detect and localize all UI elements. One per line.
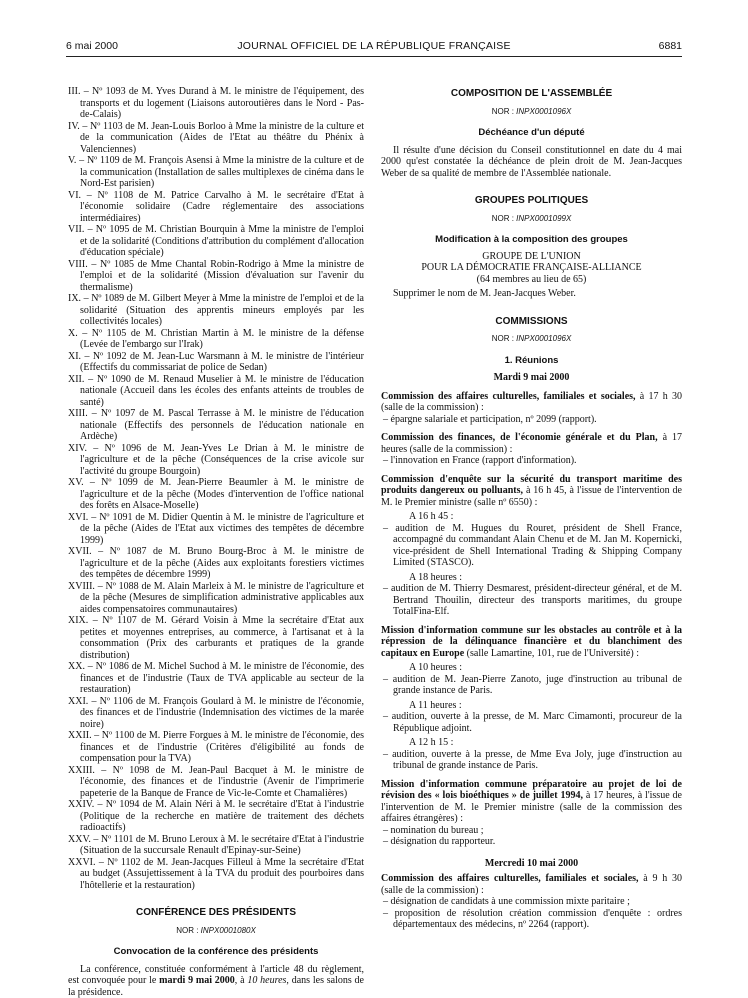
question-item: XX. – Nº 1086 de M. Michel Suchod à M. le ministre de l'économie, des finances et de l'industrie (Taux de TVA applicable au secteur de la restauration): [68, 661, 364, 696]
question-item: VII. – Nº 1095 de M. Christian Bourquin à Mme la ministre de l'emploi et de la solidarité (Conditions d'attribution du complément d'allocation d'éducation spéciale): [68, 224, 364, 259]
header-rule: [66, 56, 682, 57]
groupe-line3: (64 membres au lieu de 65): [381, 274, 682, 286]
question-item: XIV. – Nº 1096 de M. Jean-Yves Le Drian à M. le ministre de l'agriculture et de la pêche (Conséquences de la crise avicole sur l'activité du groupe Bourgoin): [68, 443, 364, 478]
commission-entry: Commission des affaires culturelles, familiales et sociales, à 9 h 30 (salle de la commission) :: [381, 873, 682, 896]
session-time: A 12 h 15 :: [381, 737, 682, 749]
agenda-item: – désignation du rapporteur.: [381, 836, 682, 848]
question-item: XI. – Nº 1092 de M. Jean-Luc Warsmann à M. le ministre de l'intérieur (Effectifs du commissariat de police de Sedan): [68, 351, 364, 374]
header-date: 6 mai 2000: [66, 40, 118, 52]
agenda-item: – désignation de candidats à une commission mixte paritaire ;: [381, 896, 682, 908]
composition-subtitle: Déchéance d'un député: [381, 127, 682, 139]
question-item: IX. – Nº 1089 de M. Gilbert Meyer à Mme la ministre de l'emploi et de la solidarité (Situation des apprentis mineurs employés par les collectivités locales): [68, 293, 364, 328]
session-time: A 16 h 45 :: [381, 511, 682, 523]
question-item: XV. – Nº 1099 de M. Jean-Pierre Beaumler à M. le ministre de l'agriculture et de la pêche (Modes d'intervention de l'office national des forêts en Alsace-Moselle): [68, 477, 364, 512]
question-item: IV. – Nº 1103 de M. Jean-Louis Borloo à Mme la ministre de la culture et de la communication (Aides de l'Etat au théâtre du Phénix à Valenciennes): [68, 121, 364, 156]
question-item: XVIII. – Nº 1088 de M. Alain Marleix à M. le ministre de l'agriculture et de la pêche (Mesures de simplification administrative applicables aux aides compensatoires communautaires): [68, 581, 364, 616]
agenda-item: – audition de M. Jean-Pierre Zanoto, juge d'instruction au tribunal de grande instance de Paris.: [381, 674, 682, 697]
question-item: XXIV. – Nº 1094 de M. Alain Néri à M. le secrétaire d'Etat à l'industrie (Politique de la recherche en matière de traitement des déchets radioactifs): [68, 799, 364, 834]
question-item: XXI. – Nº 1106 de M. François Goulard à M. le ministre de l'économie, des finances et de l'industrie (Indemnisation des victimes de la marée noire): [68, 696, 364, 731]
question-item: XIX. – Nº 1107 de M. Gérard Voisin à Mme la secrétaire d'Etat aux petites et moyennes entreprises, au commerce, à l'artisanat et à la consommation (Prix des carburants et pratiques de la grande distribution): [68, 615, 364, 661]
question-item: X. – Nº 1105 de M. Christian Martin à M. le ministre de la défense (Levée de l'embargo sur l'Irak): [68, 328, 364, 351]
commission-entry: Mission d'information commune préparatoire au projet de loi de révision des « lois bioéthiques » de juillet 1994, à 17 heures, à l'issue de l'intervention de M. le Premier ministre (salle de la commission des affaires étrangères) :: [381, 779, 682, 825]
commission-entry: Mission d'information commune sur les obstacles au contrôle et à la répression de la délinquance financière et du blanchiment des capitaux en Europe (salle Lamartine, 101, rue de l'Université) :: [381, 625, 682, 660]
groupes-text: Supprimer le nom de M. Jean-Jacques Weber.: [381, 288, 682, 300]
question-item: XVI. – Nº 1091 de M. Didier Quentin à M. le ministre de l'agriculture et de la pêche (Aides de l'Etat aux victimes des tempêtes de décembre 1999): [68, 512, 364, 547]
day-heading: Mercredi 10 mai 2000: [381, 858, 682, 870]
left-column: [68, 86, 364, 998]
session-time: A 18 heures :: [381, 572, 682, 584]
conference-nor: NOR : INPX0001080X: [68, 925, 364, 937]
groupe-line1: GROUPE DE L'UNION: [381, 251, 682, 263]
commissions-title: COMMISSIONS: [381, 316, 682, 328]
agenda-item: – audition de M. Thierry Desmarest, président-directeur général, et de M. Bertrand Thouilin, directeur des transports maritimes, du groupe TotalFina-Elf.: [381, 583, 682, 618]
page-header: [0, 40, 748, 54]
question-item: XVII. – Nº 1087 de M. Bruno Bourg-Broc à M. le ministre de l'agriculture et de la pêche (Aides aux exploitants forestiers victimes des tempêtes de décembre 1999): [68, 546, 364, 581]
question-item: XIII. – Nº 1097 de M. Pascal Terrasse à M. le ministre de l'éducation nationale (Effectifs des personnels de l'éducation nationale en Ardèche): [68, 408, 364, 443]
journal-title: JOURNAL OFFICIEL DE LA RÉPUBLIQUE FRANÇAISE: [0, 40, 748, 52]
agenda-item: – audition de M. Hugues du Rouret, président de Shell France, accompagné du commandant Alain Chenu et de M. Jan M. Kopernicki, vice-président de Shell International Trading & Shipping Company Limited (STASCO).: [381, 523, 682, 569]
day-heading: Mardi 9 mai 2000: [381, 372, 682, 384]
question-item: XII. – Nº 1090 de M. Renaud Muselier à M. le ministre de l'éducation nationale (Accueil dans les écoles des enfants atteints de troubles de santé): [68, 374, 364, 409]
agenda-item: – épargne salariale et participation, nº 2099 (rapport).: [381, 414, 682, 426]
commissions-nor: NOR : INPX0001096X: [381, 333, 682, 345]
commission-entry: Commission des finances, de l'économie générale et du Plan, à 17 heures (salle de la commission) :: [381, 432, 682, 455]
agenda-item: – audition, ouverte à la presse, de M. Marc Cimamonti, procureur de la République adjoint.: [381, 711, 682, 734]
question-item: XXIII. – Nº 1098 de M. Jean-Paul Bacquet à M. le ministre de l'économie, des finances et de l'industrie (Avenir de l'imprimerie papeterie de la Banque de France de Vic-le-Comte et Chamalières): [68, 765, 364, 800]
question-item: XXV. – Nº 1101 de M. Bruno Leroux à M. le secrétaire d'Etat à l'industrie (Situation de la succursale Renault d'Epinay-sur-Seine): [68, 834, 364, 857]
session-time: A 11 heures :: [381, 700, 682, 712]
question-item: VIII. – Nº 1085 de Mme Chantal Robin-Rodrigo à Mme la ministre de l'emploi et de la solidarité (Mission d'évaluation sur l'avenir du thermalisme): [68, 259, 364, 294]
conference-text: La conférence, constituée conformément à l'article 48 du règlement, est convoquée pour le mardi 9 mai 2000, à 10 heures, dans les salons de la présidence.: [68, 964, 364, 998]
conference-subtitle: Convocation de la conférence des présidents: [68, 946, 364, 958]
groupe-line2: POUR LA DÉMOCRATIE FRANÇAISE-ALLIANCE: [381, 262, 682, 274]
agenda-item: – nomination du bureau ;: [381, 825, 682, 837]
question-item: XXII. – Nº 1100 de M. Pierre Forgues à M. le ministre de l'économie, des finances et de l'industrie (Critères d'éligibilité au fonds de compensation pour la TVA): [68, 730, 364, 765]
groupes-subtitle: Modification à la composition des groupes: [381, 234, 682, 246]
session-time: A 10 heures :: [381, 662, 682, 674]
question-item: XXVI. – Nº 1102 de M. Jean-Jacques Filleul à Mme la secrétaire d'Etat au budget (Assujettissement à la TVA du produit des pourboires dans l'hôtellerie et la restauration): [68, 857, 364, 892]
question-item: V. – Nº 1109 de M. François Asensi à Mme la ministre de la culture et de la communication (Installation de salles multiplexes de cinéma dans le Nord-Est parisien): [68, 155, 364, 190]
commission-entry: Commission des affaires culturelles, familiales et sociales, à 17 h 30 (salle de la commission) :: [381, 391, 682, 414]
right-column: [381, 86, 682, 931]
composition-nor: NOR : INPX0001096X: [381, 106, 682, 118]
page-number: 6881: [659, 40, 682, 52]
agenda-item: – l'innovation en France (rapport d'information).: [381, 455, 682, 467]
question-item: VI. – Nº 1108 de M. Patrice Carvalho à M. le secrétaire d'Etat à l'économie solidaire (Cadre réglementaire des associations intermédiaires): [68, 190, 364, 225]
conference-title: CONFÉRENCE DES PRÉSIDENTS: [68, 907, 364, 919]
groupes-nor: NOR : INPX0001099X: [381, 213, 682, 225]
commission-entry: Commission d'enquête sur la sécurité du transport maritime des produits dangereux ou polluants, à 16 h 45, à l'issue de l'intervention de M. le Premier ministre (salle nº 6550) :: [381, 474, 682, 509]
question-item: III. – Nº 1093 de M. Yves Durand à M. le ministre de l'équipement, des transports et du logement (Liaisons autoroutières dans le Nord - Pas-de-Calais): [68, 86, 364, 121]
agenda-item: – audition, ouverte à la presse, de Mme Eva Joly, juge d'instruction au tribunal de grande instance de Paris.: [381, 749, 682, 772]
composition-title: COMPOSITION DE L'ASSEMBLÉE: [381, 88, 682, 100]
question-list: [68, 86, 364, 891]
reunions-subtitle: 1. Réunions: [381, 355, 682, 367]
composition-text: Il résulte d'une décision du Conseil constitutionnel en date du 4 mai 2000 qu'est constatée la déchéance de plein droit de M. Jean-Jacques Weber de sa qualité de membre de l'Assemblée nationale.: [381, 145, 682, 180]
groupes-title: GROUPES POLITIQUES: [381, 195, 682, 207]
agenda-item: – proposition de résolution création commission d'enquête : ordres départementaux des médecins, nº 2264 (rapport).: [381, 908, 682, 931]
